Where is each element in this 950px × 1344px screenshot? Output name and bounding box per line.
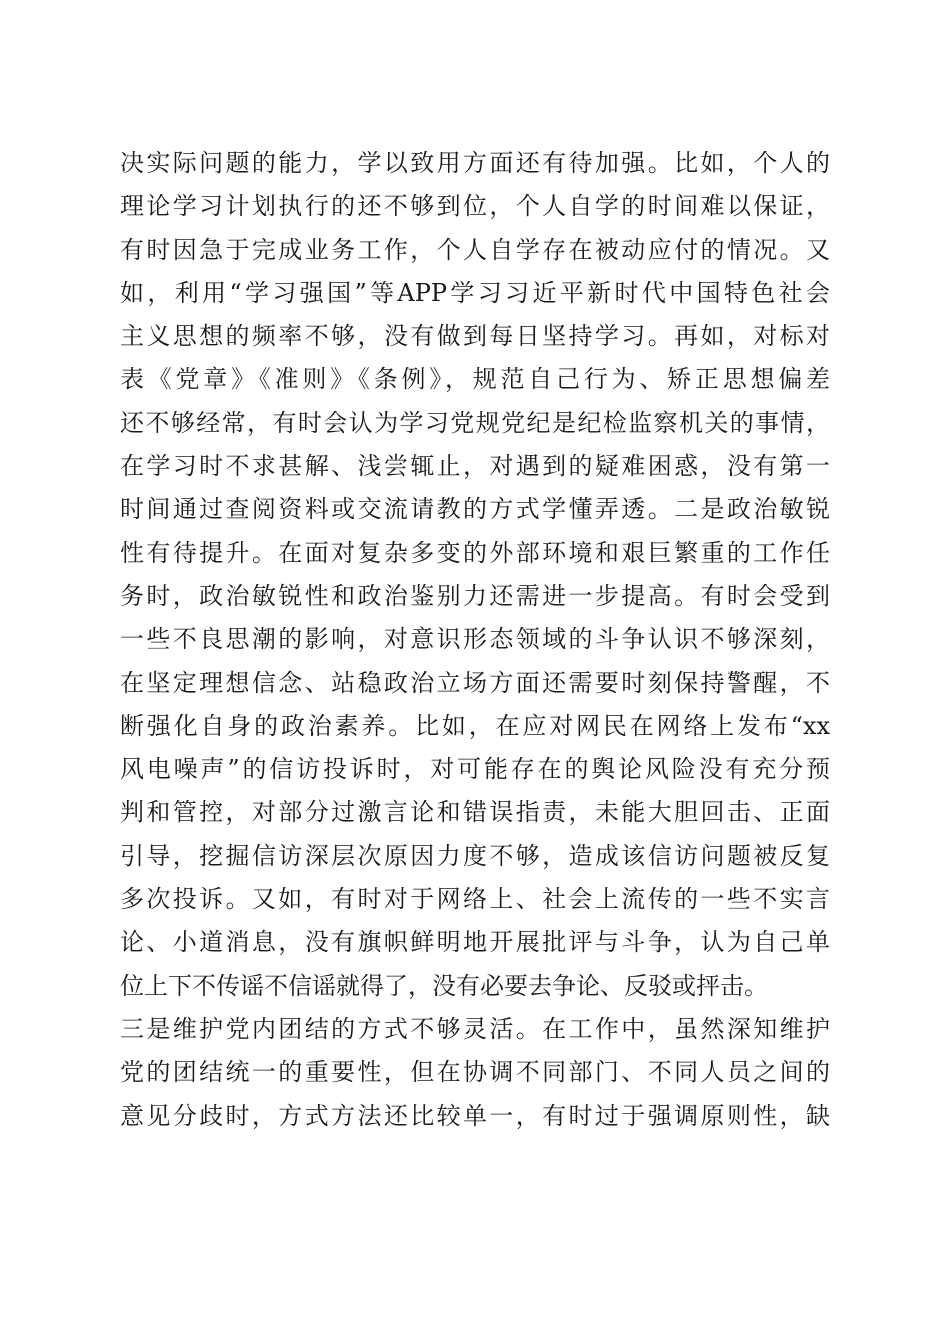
text-line: 断强化自身的政治素养。比如，在应对网民在网络上发布“xx — [120, 711, 830, 740]
text-line: 三是维护党内团结的方式不够灵活。在工作中，虽然深知维护 — [120, 1014, 830, 1043]
text-line: 党的团结统一的重要性，但在协调不同部门、不同人员之间的 — [120, 1058, 830, 1087]
text-line: 决实际问题的能力，学以致用方面还有待加强。比如，个人的 — [120, 149, 830, 177]
text-line: 性有待提升。在面对复杂多变的外部环境和艰巨繁重的工作任 — [120, 538, 830, 567]
text-line: 表《党章》《准则》《条例》，规范自己行为、矫正思想偏差 — [120, 365, 830, 394]
text-line: 理论学习计划执行的还不够到位，个人自学的时间难以保证， — [120, 192, 830, 221]
text-line: 如，利用“学习强国”等APP学习习近平新时代中国特色社会 — [120, 278, 830, 307]
text-line: 风电噪声”的信访投诉时，对可能存在的舆论风险没有充分预 — [120, 755, 830, 784]
text-line: 一些不良思潮的影响，对意识形态领域的斗争认识不够深刻， — [120, 625, 830, 654]
text-line: 时间通过查阅资料或交流请教的方式学懂弄透。二是政治敏锐 — [120, 495, 830, 524]
text-line: 还不够经常，有时会认为学习党规党纪是纪检监察机关的事情， — [120, 408, 830, 437]
text-line: 论、小道消息，没有旗帜鲜明地开展批评与斗争，认为自己单 — [120, 928, 830, 957]
text-line: 多次投诉。又如，有时对于网络上、社会上流传的一些不实言 — [120, 885, 830, 914]
text-line: 位上下不传谣不信谣就得了，没有必要去争论、反驳或抨击。 — [120, 971, 768, 1000]
text-line: 有时因急于完成业务工作，个人自学存在被动应付的情况。又 — [120, 235, 830, 264]
text-line: 务时，政治敏锐性和政治鉴别力还需进一步提高。有时会受到 — [120, 581, 830, 610]
body-text — [120, 142, 830, 1138]
text-line: 在学习时不求甚解、浅尝辄止，对遇到的疑难困惑，没有第一 — [120, 452, 830, 481]
text-line: 意见分歧时，方式方法还比较单一，有时过于强调原则性，缺 — [120, 1101, 830, 1130]
text-line: 在坚定理想信念、站稳政治立场方面还需要时刻保持警醒，不 — [120, 668, 830, 697]
text-line: 主义思想的频率不够，没有做到每日坚持学习。再如，对标对 — [120, 322, 830, 351]
text-line: 引导，挖掘信访深层次原因力度不够，造成该信访问题被反复 — [120, 841, 830, 870]
text-line: 判和管控，对部分过激言论和错误指责，未能大胆回击、正面 — [120, 798, 830, 827]
